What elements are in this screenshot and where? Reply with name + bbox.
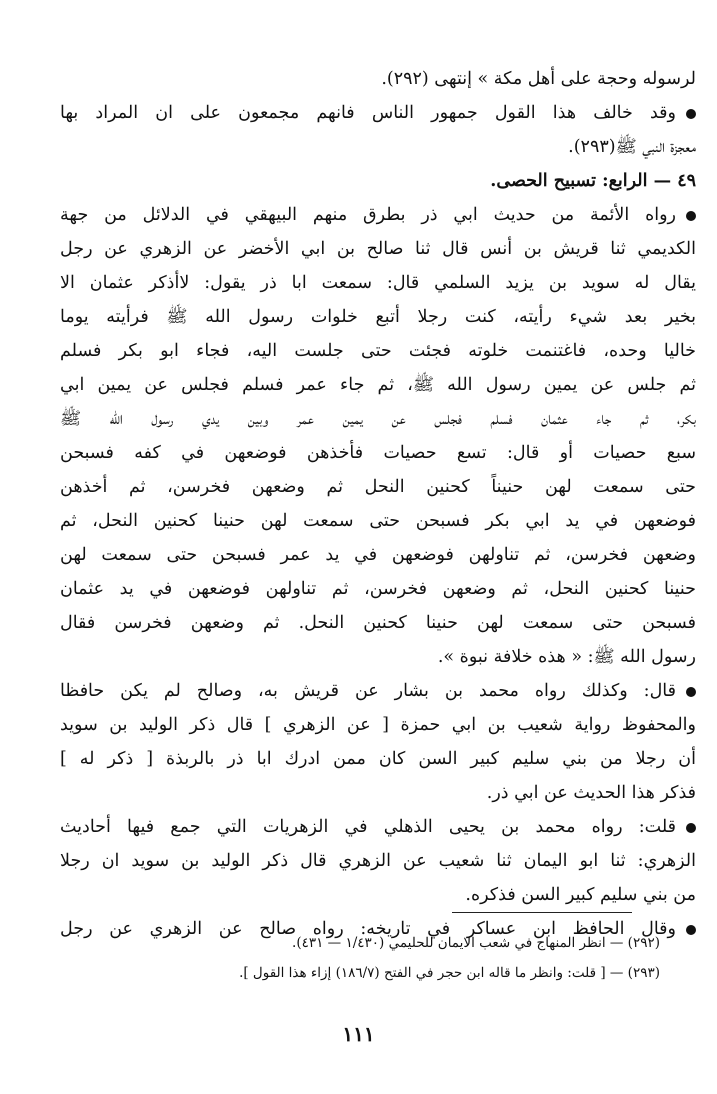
paragraph-line: قلت: رواه محمد بن يحيى الذهلي في الزهريات التي جمع فيها أحاديث [60, 810, 696, 844]
paragraph-line: وقال الحافظ ابن عساكر في تاريخه: رواه صالح عن الزهري عن رجل [60, 912, 696, 946]
text-line: يقال له سويد بن يزيد السلمي قال: سمعت ابا ذر يقول: لاأذكر عثمان الا [60, 273, 696, 293]
footnote: (٢٩٣) — [ قلت: وانظر ما قاله ابن حجر في الفتح (١٨٦/٧) إزاء هذا القول ]. [239, 965, 660, 981]
section-heading: ٤٩ — الرابع: تسبيح الحصى. [490, 171, 696, 191]
bullet-icon [686, 211, 696, 221]
text-line: فوضعهن في يد ابي بكر فسبحن حتى سمعت لهن حنينا كحنين النحل، ثم [60, 511, 696, 531]
footnote-divider [452, 912, 632, 913]
bullet-icon [686, 823, 696, 833]
text-line: والمحفوظ رواية شعيب بن ابي حمزة [ عن الزهري ] قال ذكر الوليد بن سويد [60, 715, 696, 735]
text-line: وضعهن فخرسن، ثم تناولهن فوضعهن في يد عمر فسبحن حتى سمعت لهن [60, 545, 696, 565]
text-line: من بني سليم كبير السن فذكره. [465, 885, 696, 905]
footnote: (٢٩٢) — انظر المنهاج في شعب الايمان للحليمي (١/٤٣٠ — ٤٣١). [292, 935, 660, 951]
text-line: رسول الله ﷺ: « هذه خلافة نبوة ». [437, 647, 696, 667]
text-line: حنينا كحنين النحل، ثم وضعهن فخرسن، ثم تناولهن فوضعهن في يد عثمان [60, 579, 696, 599]
text-line: معجزة النبي ﷺ(٢٩٣). [568, 137, 696, 157]
text-line: الزهري: ثنا ابو اليمان ثنا شعيب عن الزهري قال ذكر الوليد بن سويد ان رجلا [60, 851, 696, 871]
bullet-icon [686, 109, 696, 119]
text-line: بخير بعد شيء رأيته، كنت رجلا أتبع خلوات رسول الله ﷺ فرأيته يوما [60, 307, 696, 327]
page-number: ١١١ [342, 1022, 375, 1046]
main-text [60, 62, 696, 946]
bullet-icon [686, 687, 696, 697]
bullet-icon [686, 925, 696, 935]
text-line: فذكر هذا الحديث عن ابي ذر. [486, 783, 696, 803]
text-line: فسبحن حتى سمعت لهن حنينا كحنين النحل. ثم وضعهن فخرسن فقال [60, 613, 696, 633]
text-line: أن رجلا من بني سليم كبير السن كان ممن ادرك ابا ذر بالربذة [ ذكر له ] [60, 749, 696, 769]
text-line: لرسوله وحجة على أهل مكة » إنتهى (٢٩٢). [381, 69, 696, 89]
text-line: حتى سمعت لهن حنيناً كحنين النحل ثم وضعهن فخرسن، ثم أخذهن [60, 477, 696, 497]
text-line: سبع حصيات أو قال: تسع حصيات فأخذهن فوضعهن في كفه فسبحن [60, 443, 696, 463]
paragraph-line: قال: وكذلك رواه محمد بن بشار عن قريش به، وصالح لم يكن حافظا [60, 674, 696, 708]
text-line: ثم جلس عن يمين رسول الله ﷺ، ثم جاء عمر فسلم فجلس عن يمين ابي [60, 375, 696, 395]
paragraph-line: رواه الأئمة من حديث ابي ذر بطرق منهم البيهقي في الدلائل من جهة [60, 198, 696, 232]
paragraph-line: وقد خالف هذا القول جمهور الناس فانهم مجمعون على ان المراد بها [60, 96, 696, 130]
text-line: خاليا وحده، فاغتنمت خلوته فجئت حتى جلست اليه، فجاء ابو بكر فسلم [60, 341, 696, 361]
text-line: الكديمي ثنا قريش بن أنس قال ثنا صالح بن ابي الأخضر عن الزهري عن رجل [60, 239, 696, 259]
text-line: بكر، ثم جاء عثمان فسلم فجلس عن يمين عمر وبين يدي رسول الله ﷺ [60, 409, 696, 429]
footnotes [60, 928, 660, 988]
